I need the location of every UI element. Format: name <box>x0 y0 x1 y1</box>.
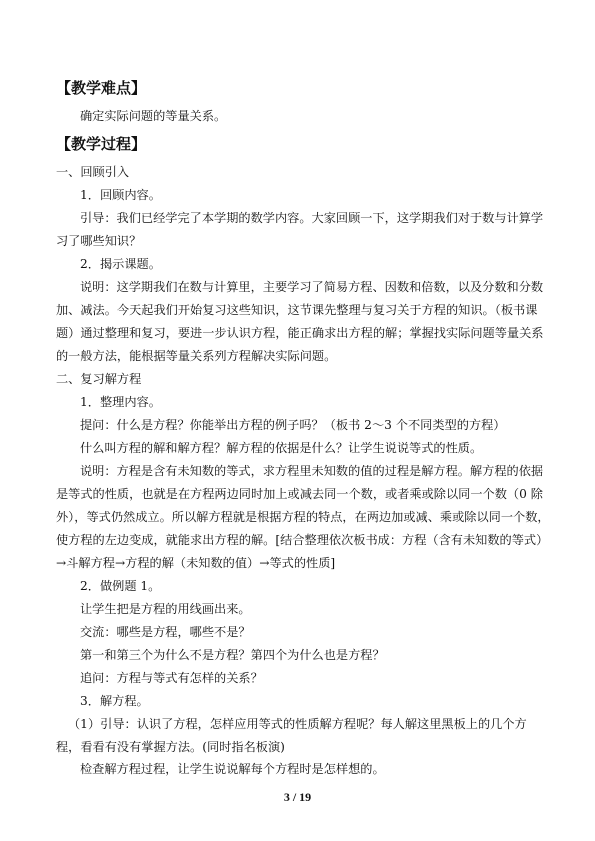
body-line: 检查解方程过程，让学生说说解每个方程时是怎样想的。 <box>80 762 385 776</box>
body-line: 说明：方程是含有未知数的等式，求方程里未知数的值的过程是解方程。解方程的依据 <box>80 464 544 478</box>
difficulty-heading: 【教学难点】 <box>56 79 147 97</box>
body-line: 程，看看有没有掌握方法。(同时指名板演) <box>56 740 285 754</box>
body-line: 引导：我们已经学完了本学期的数学内容。大家回顾一下，这学期我们对于数与计算学 <box>80 211 544 225</box>
difficulty-text: 确定实际问题的等量关系。 <box>80 109 227 123</box>
body-line: 提问：什么是方程？你能举出方程的例子吗？（板书 2～3 个不同类型的方程） <box>80 418 506 432</box>
body-line: 的一般方法，能根据等量关系列方程解决实际问题。 <box>56 349 337 363</box>
body-line: 追问：方程与等式有怎样的关系？ <box>80 671 263 685</box>
body-line: 使方程的左边变成，就能求出方程的解。[结合整理依次板书成：方程（含有未知数的等式） <box>56 533 549 547</box>
body-line: →斗解方程→方程的解（未知数的值）→等式的性质] <box>56 556 336 570</box>
body-line: 习了哪些知识？ <box>56 234 142 248</box>
section-heading-equations: 二、复习解方程 <box>56 372 142 386</box>
process-heading: 【教学过程】 <box>56 135 147 153</box>
page-number: 3 / 19 <box>283 790 312 804</box>
body-line: 是等式的性质，也就是在方程两边同时加上或减去同一个数，或者乘或除以同一个数（0 除 <box>56 487 543 501</box>
body-line: 1．整理内容。 <box>80 395 161 409</box>
body-line: 说明：这学期我们在数与计算里，主要学习了简易方程、因数和倍数，以及分数和分数 <box>80 280 544 294</box>
body-line: 题）通过整理和复习，要进一步认识方程，能正确求出方程的解；掌握找实际问题等量关系 <box>56 326 544 340</box>
body-line: 什么叫方程的解和解方程？解方程的依据是什么？让学生说说等式的性质。 <box>80 441 483 455</box>
body-line: 让学生把是方程的用线画出来。 <box>80 602 251 616</box>
body-line: 加、减法。今天起我们开始复习这些知识，这节课先整理与复习关于方程的知识。（板书课 <box>56 303 538 317</box>
body-line: （1）引导：认识了方程，怎样应用等式的性质解方程呢？每人解这里黑板上的几个方 <box>68 717 527 731</box>
body-line: 2．做例题 1。 <box>80 579 161 593</box>
body-line: 交流：哪些是方程，哪些不是？ <box>80 625 251 639</box>
section-heading-review: 一、回顾引入 <box>56 165 130 179</box>
body-line: 1．回顾内容。 <box>80 188 161 202</box>
body-line: 外），等式仍然成立。所以解方程就是根据方程的特点，在两边加或减、乘或除以同一个数， <box>56 510 550 524</box>
body-line: 3．解方程。 <box>80 694 149 708</box>
body-line: 2．揭示课题。 <box>80 257 161 271</box>
body-line: 第一和第三个为什么不是方程？第四个为什么也是方程？ <box>80 648 385 662</box>
